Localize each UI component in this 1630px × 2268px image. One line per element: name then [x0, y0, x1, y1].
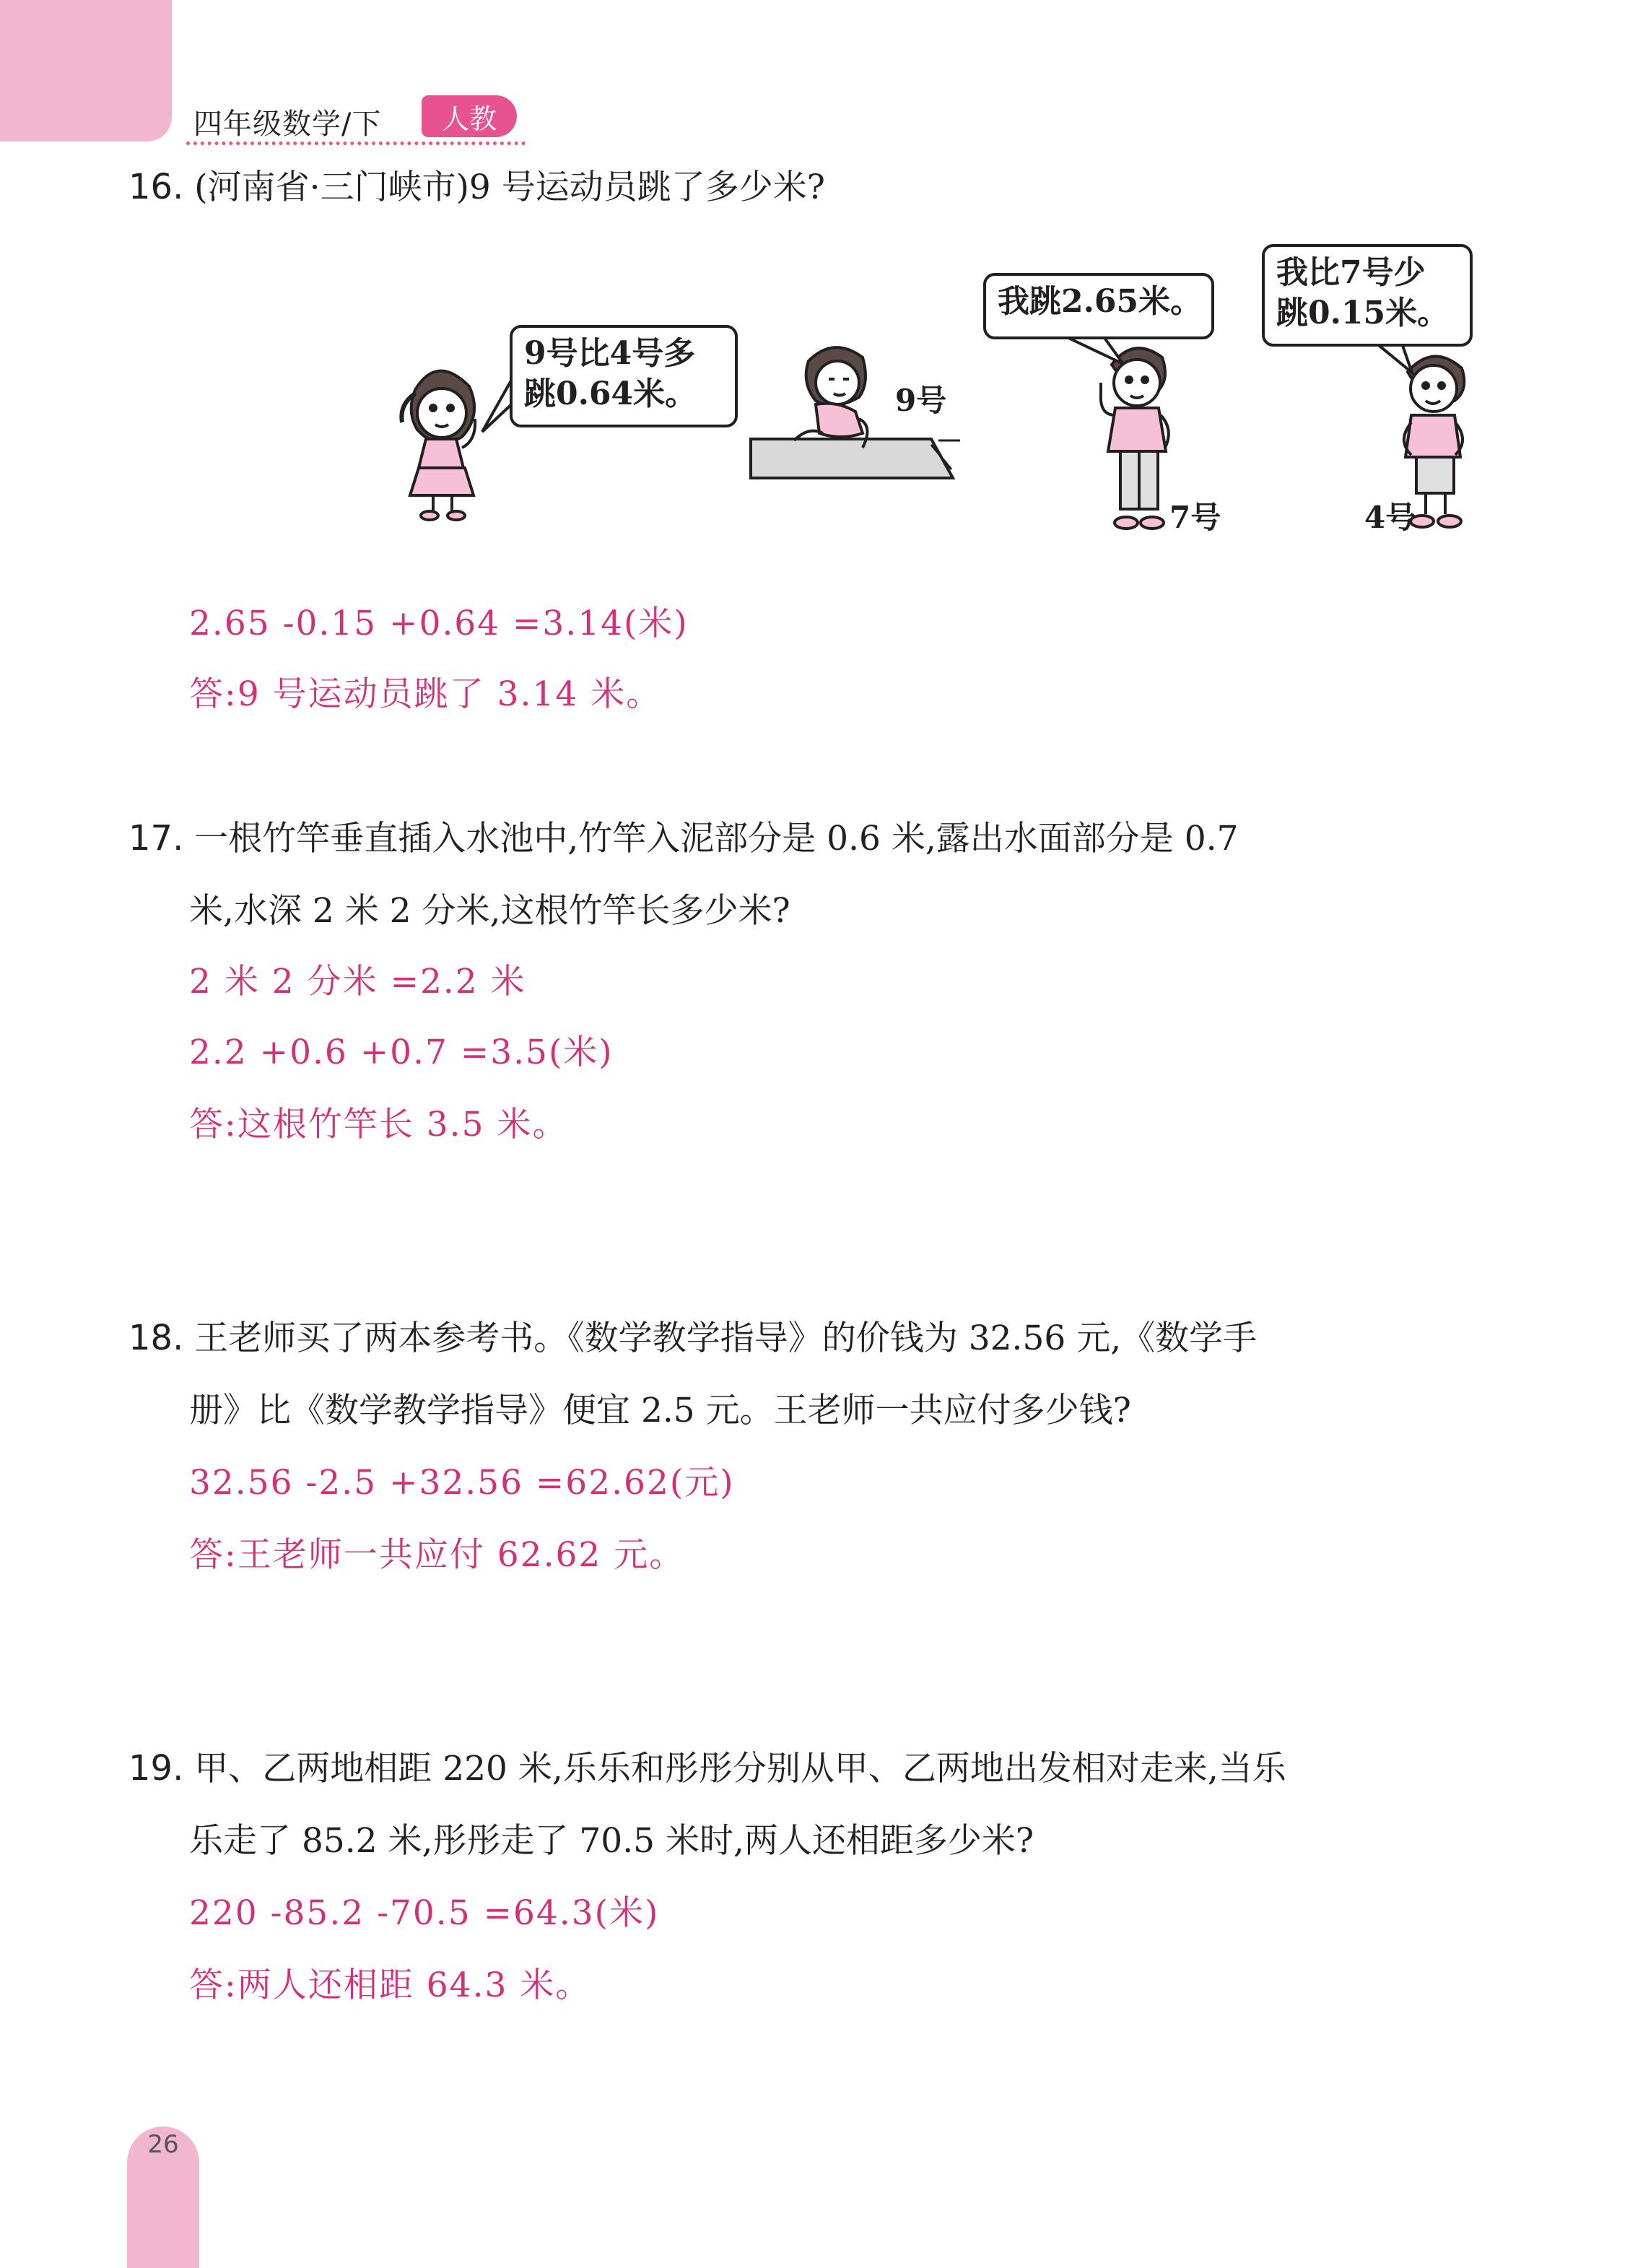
question-number: 16. — [128, 167, 184, 207]
question-number: 19. — [128, 1748, 184, 1789]
answer-statement: 答:这根竹竿长 3.5 米。 — [189, 1105, 568, 1144]
question-17-line-2: 米,水深 2 米 2 分米,这根竹竿长多少米? — [189, 891, 790, 931]
boy-7-figure — [1101, 348, 1169, 529]
answer-conversion: 2 米 2 分米 =2.2 米 — [189, 962, 526, 1002]
question-18 — [128, 1318, 1258, 1358]
question-19-line-2: 乐走了 85.2 米,彤彤走了 70.5 米时,两人还相距多少米? — [189, 1821, 1034, 1861]
speech-bubble-4 — [1262, 244, 1473, 347]
answer-calculation: 220 -85.2 -70.5 =64.3(米) — [189, 1893, 660, 1933]
question-19 — [128, 1748, 1286, 1789]
question-text: 甲、乙两地相距 220 米,乐乐和彤彤分别从甲、乙两地出发相对走来,当乐 — [194, 1749, 1286, 1789]
speech-bubble-girl — [510, 325, 738, 427]
bubble-line: 跳0.15米。 — [1276, 295, 1450, 331]
answer-statement: 答:9 号运动员跳了 3.14 米。 — [189, 674, 662, 714]
label-boy-7: 7号 — [1169, 500, 1221, 535]
bubble-line: 跳0.64米。 — [524, 375, 697, 412]
page-number: 26 — [147, 2130, 179, 2159]
question-number: 17. — [128, 818, 184, 859]
question-text: 一根竹竿垂直插入水池中,竹竿入泥部分是 0.6 米,露出水面部分是 0.7 — [194, 819, 1239, 859]
book-title: 四年级数学/下 — [193, 108, 382, 141]
label-boy-4: 4号 — [1364, 500, 1416, 535]
answer-calculation: 2.65 -0.15 +0.64 =3.14(米) — [189, 604, 689, 643]
answer-statement: 答:两人还相距 64.3 米。 — [189, 1965, 591, 2005]
label-jumper-9: 9号 — [895, 383, 947, 418]
answer-calculation: 32.56 -2.5 +32.56 =62.62(元) — [189, 1463, 735, 1503]
question-18-line-2: 册》比《数学教学指导》便宜 2.5 元。王老师一共应付多少钱? — [189, 1391, 1131, 1430]
bubble-line: 9号比4号多 — [524, 335, 696, 372]
speech-bubble-7 — [983, 273, 1214, 339]
answer-calculation: 2.2 +0.6 +0.7 =3.5(米) — [189, 1033, 614, 1072]
question-text: 王老师买了两本参考书。《数学教学指导》的价钱为 32.56 元,《数学手 — [194, 1318, 1258, 1358]
edition-badge: 人教 — [422, 95, 517, 137]
girl-figure — [401, 371, 475, 520]
bubble-line: 我跳2.65米。 — [998, 283, 1203, 320]
answer-statement: 答:王老师一共应付 62.62 元。 — [189, 1535, 685, 1575]
question-text: (河南省·三门峡市)9 号运动员跳了多少米? — [194, 168, 825, 207]
bubble-line: 我比7号少 — [1276, 254, 1426, 291]
question-number: 18. — [128, 1318, 184, 1358]
question-17 — [128, 818, 1239, 859]
